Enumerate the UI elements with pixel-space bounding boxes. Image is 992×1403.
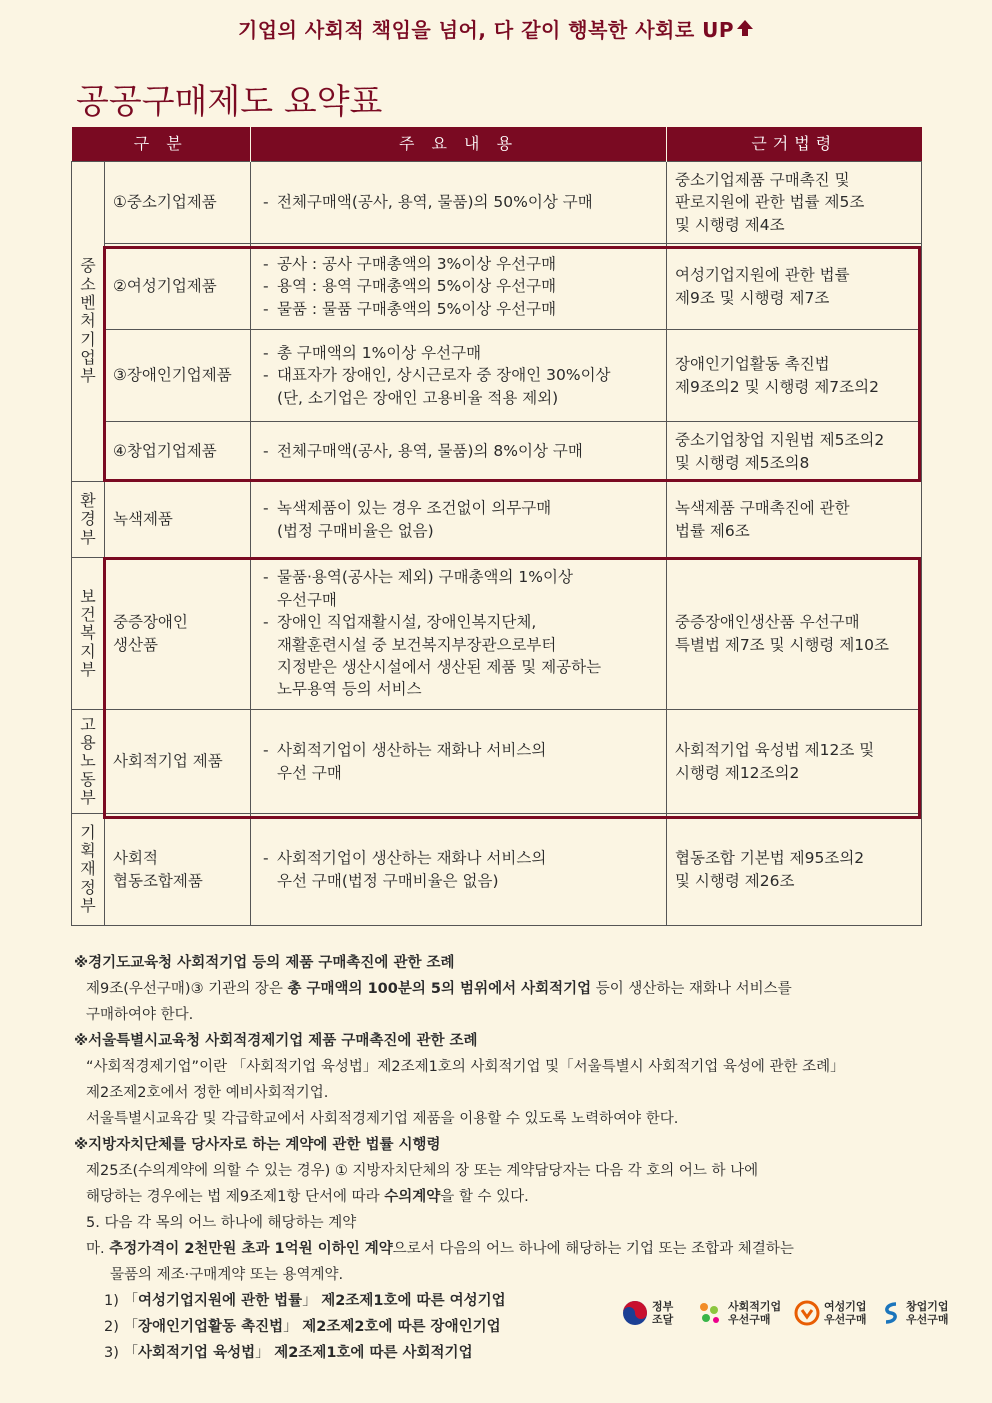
content-cell [251,710,667,814]
law-line: 중소기업제품 구매촉진 및 [675,170,850,189]
category-line: ③장애인기업제품 [113,366,232,385]
law-cell [667,482,922,558]
headline-text: 기업의 사회적 책임을 넘어, 다 같이 행복한 사회로 UP [237,18,735,42]
category-line: 사회적 [113,849,158,868]
dept-char: 처 [80,311,96,331]
category-cell [105,330,251,422]
table-row [72,482,922,558]
law-line: 중증장애인생산품 우선구매 [675,613,860,632]
note-text: 으로서 다음의 어느 하나에 해당하는 기업 또는 조합과 체결하는 [392,1241,794,1257]
content-line: - 사회적기업이 생산하는 재화나 서비스의 [259,847,658,869]
dept-char: 획 [80,840,96,860]
note-emphasis: 제2조제1호에 따른 여성기업 [321,1293,506,1309]
dept-char: 경 [80,509,96,529]
note-line [74,1002,934,1028]
women-logo-line2: 우선구매 [824,1313,867,1326]
note-text: “사회적경제기업”이란 「사회적기업 육성법」제2조제1호의 사회적기업 및「서울특별시 사회적기업 육성에 관한 조례」 [86,1059,845,1075]
note-text: 제25조(수의계약에 의할 수 있는 경우) ① 지방자치단체의 장 또는 계약담당자는 다음 각 호의 어느 하 나에 [86,1163,759,1179]
dept-cell-smes [72,162,105,482]
category-cell [105,482,251,558]
page-title: 공공구매제도 요약표 [76,82,383,122]
note-emphasis: 수의계약 [384,1189,441,1205]
startup-swirl-icon [880,1300,902,1326]
note-heading [74,1028,934,1054]
law-cell [667,244,922,330]
content-line: - 공사 : 공사 구매총액의 3%이상 우선구매 [259,253,658,275]
category-cell [105,162,251,244]
content-cell [251,482,667,558]
law-line: 제9조의2 및 시행령 제7조의2 [675,377,879,396]
law-cell [667,558,922,710]
dept-char: 지 [80,641,96,661]
law-line: 시행령 제12조의2 [675,763,800,782]
women-enterprise-icon [794,1300,820,1326]
law-line: 녹색제품 구매촉진에 관한 [675,499,850,518]
summary-table [71,127,922,926]
category-line: 생산품 [113,635,158,654]
dept-char: 동 [80,769,96,789]
dept-char: 중 [80,256,96,276]
law-cell [667,162,922,244]
table-row [72,710,922,814]
dept-char: 정 [80,877,96,897]
content-line: - 전체구매액(공사, 용역, 물품)의 50%이상 구매 [259,191,658,213]
logo-strip [622,1300,952,1340]
note-line [74,1106,934,1132]
category-cell [105,558,251,710]
note-line [74,1080,934,1106]
table-row [72,162,922,244]
content-line: 우선구매 [277,590,337,609]
content-line: 우선 구매(법정 구매비율은 없음) [277,871,499,890]
dept-cell-env [72,482,105,558]
category-line: ④창업기업제품 [113,442,217,461]
law-line: 제9조 및 시행령 제7조 [675,288,830,307]
dept-char: 용 [80,732,96,752]
law-line: 판로지원에 관한 법률 제5조 [675,193,865,212]
category-cell [105,244,251,330]
category-cell [105,710,251,814]
category-cell [105,422,251,482]
table-row [72,814,922,926]
note-text: 구매하여야 한다. [86,1007,194,1023]
law-line: 협동조합 기본법 제95조의2 [675,849,865,868]
content-cell [251,422,667,482]
header-category: 구 분 [72,127,251,162]
note-text: 1) 「 [104,1293,138,1309]
gov-procurement-logo [622,1300,673,1326]
women-logo-line1: 여성기업 [824,1300,867,1313]
dept-char: 기 [80,822,96,842]
note-text: 」 [302,1293,322,1309]
note-line [74,1158,934,1184]
social-logo-line2: 우선구매 [728,1313,771,1326]
leaf-cluster-icon [694,1300,724,1326]
content-line: - 총 구매액의 1%이상 우선구매 [259,342,658,364]
law-line: 사회적기업 육성법 제12조 및 [675,741,875,760]
gov-logo-line1: 정부 [652,1300,674,1313]
content-line: 재활훈련시설 중 보건복지부장관으로부터 [277,635,557,654]
note-text: 제9조(우선구매)③ 기관의 장은 [86,981,288,997]
content-line: 노무용역 등의 서비스 [277,680,422,699]
note-line [74,1262,934,1288]
dept-char: 기 [80,329,96,349]
law-cell [667,422,922,482]
law-line: 여성기업지원에 관한 법률 [675,266,850,285]
category-line: 사회적기업 제품 [113,752,223,771]
dept-cell-finance [72,814,105,926]
content-line: - 물품·용역(공사는 제외) 구매총액의 1%이상 [259,566,658,588]
note-text: 등이 생산하는 재화나 서비스를 [591,981,792,997]
content-line: - 물품 : 물품 구매총액의 5%이상 우선구매 [259,298,658,320]
dept-char: 재 [80,859,96,879]
law-line: 특별법 제7조 및 시행령 제10조 [675,635,889,654]
note-text: 3) 「 [104,1345,138,1361]
table-header-row [72,127,922,162]
note-emphasis: ※서울특별시교육청 사회적경제기업 제품 구매촉진에 관한 조례 [74,1033,478,1049]
dept-char: 부 [80,527,96,547]
note-text: 을 할 수 있다. [440,1189,529,1205]
note-text: 제2조제2호에서 정한 예비사회적기업. [86,1085,329,1101]
dept-cell-labor [72,710,105,814]
content-cell [251,162,667,244]
law-cell [667,710,922,814]
note-line [74,976,934,1002]
note-heading [74,950,934,976]
note-emphasis: 여성기업지원에 관한 법률 [138,1293,303,1309]
headline [0,14,992,43]
note-line [74,1184,934,1210]
content-line: (법정 구매비율은 없음) [277,521,434,540]
dept-char: 복 [80,623,96,643]
note-emphasis: 장애인기업활동 촉진법 [138,1319,284,1335]
content-cell [251,330,667,422]
table-row [72,330,922,422]
law-cell [667,330,922,422]
dept-char: 건 [80,604,96,624]
law-line: 및 시행령 제5조의8 [675,453,810,472]
dept-char: 환 [80,490,96,510]
dept-char: 부 [80,660,96,680]
note-emphasis: 사회적기업 육성법 [138,1345,256,1361]
content-line: (단, 소기업은 장애인 고용비율 적용 제외) [277,388,559,407]
note-emphasis: ※경기도교육청 사회적기업 등의 제품 구매촉진에 관한 조례 [74,955,455,971]
note-text: 해당하는 경우에는 법 제9조제1항 단서에 따라 [86,1189,385,1205]
dept-cell-health [72,558,105,710]
dept-char: 업 [80,348,96,368]
startup-logo-line2: 우선구매 [906,1313,949,1326]
gov-logo-line2: 조달 [652,1313,674,1326]
startup-logo-line1: 창업기업 [906,1300,949,1313]
note-emphasis: 제2조제1호에 따른 사회적기업 [274,1345,473,1361]
note-text: 」 [283,1319,303,1335]
law-line: 장애인기업활동 촉진법 [675,355,830,374]
dept-char: 노 [80,751,96,771]
dept-char: 벤 [80,292,96,312]
dept-char: 부 [80,896,96,916]
dept-char: 고 [80,714,96,734]
header-law: 근거법령 [667,127,922,162]
law-line: 및 시행령 제26조 [675,871,795,890]
category-cell [105,814,251,926]
header-content: 주 요 내 용 [251,127,667,162]
note-emphasis: 총 구매액의 100분의 5의 범위에서 사회적기업 [287,981,592,997]
content-cell [251,558,667,710]
category-line: 협동조합제품 [113,871,203,890]
content-cell [251,814,667,926]
note-line [74,1210,934,1236]
content-line: 우선 구매 [277,763,342,782]
content-line: - 용역 : 용역 구매총액의 5%이상 우선구매 [259,275,658,297]
startup-enterprise-logo [880,1300,949,1326]
dept-char: 부 [80,366,96,386]
category-line: 녹색제품 [113,510,173,529]
content-line: - 전체구매액(공사, 용역, 물품)의 8%이상 구매 [259,440,658,462]
social-logo-line1: 사회적기업 [728,1300,782,1313]
law-line: 및 시행령 제4조 [675,215,785,234]
table-row [72,422,922,482]
note-text: 물품의 제조·구매계약 또는 용역계약. [110,1267,344,1283]
content-line: 지정받은 생산시설에서 생산된 제품 및 제공하는 [277,657,602,676]
law-cell [667,814,922,926]
dept-char: 부 [80,788,96,808]
law-line: 법률 제6조 [675,521,750,540]
note-text: 서울특별시교육감 및 각급학교에서 사회적경제기업 제품을 이용할 수 있도록 노력하여야 한다. [86,1111,679,1127]
note-text: 2) 「 [104,1319,138,1335]
social-enterprise-logo [694,1300,781,1326]
note-text: 5. 다음 각 목의 어느 하나에 해당하는 계약 [86,1215,357,1231]
category-line: 중증장애인 [113,613,188,632]
category-line: ②여성기업제품 [113,277,217,296]
content-line: - 장애인 직업재활시설, 장애인복지단체, [259,611,658,633]
up-arrow-icon [736,18,754,42]
women-enterprise-logo [794,1300,867,1326]
note-line [74,1054,934,1080]
category-line: ①중소기업제품 [113,193,217,212]
note-text: 마. [86,1241,110,1257]
taegeuk-icon [622,1300,648,1326]
table-row [72,244,922,330]
content-line: - 대표자가 장애인, 상시근로자 중 장애인 30%이상 [259,364,658,386]
table-row [72,558,922,710]
note-emphasis: 제2조제2호에 따른 장애인기업 [302,1319,501,1335]
law-line: 중소기업창업 지원법 제5조의2 [675,431,885,450]
content-cell [251,244,667,330]
note-line [74,1340,934,1366]
dept-char: 보 [80,586,96,606]
note-line [74,1236,934,1262]
content-line: - 사회적기업이 생산하는 재화나 서비스의 [259,739,658,761]
note-emphasis: ※지방자치단체를 당사자로 하는 계약에 관한 법률 시행령 [74,1137,441,1153]
note-text: 」 [255,1345,275,1361]
content-line: - 녹색제품이 있는 경우 조건없이 의무구매 [259,497,658,519]
note-emphasis: 추정가격이 2천만원 초과 1억원 이하인 계약 [109,1241,393,1257]
note-heading [74,1132,934,1158]
dept-char: 소 [80,274,96,294]
